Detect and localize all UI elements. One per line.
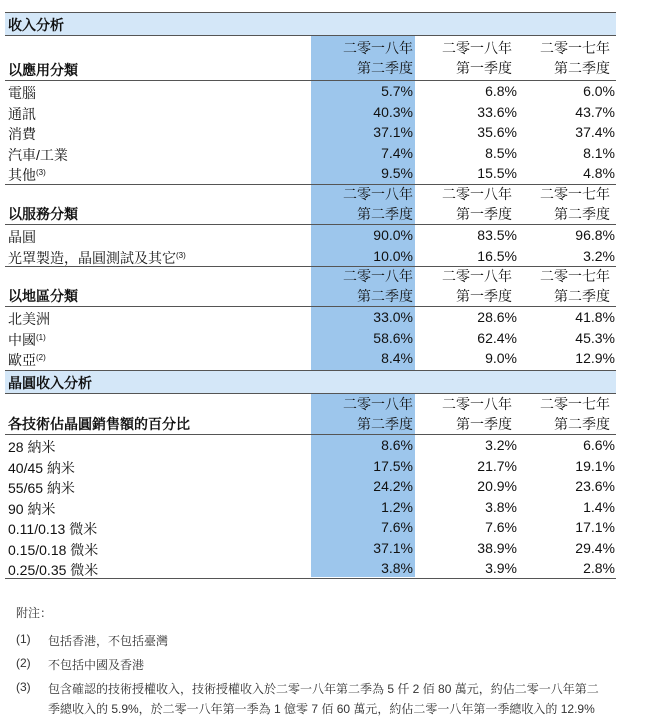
row-label-text: 中國 [8, 331, 36, 348]
row-label-text: 北美洲 [8, 311, 50, 327]
row-label [8, 560, 98, 580]
row-label-text: 90 納米 [8, 500, 56, 517]
row-label [8, 145, 68, 165]
footnote-marker: (1) [16, 632, 31, 646]
cell-q2-2017: 4.8% [583, 165, 615, 181]
col-header-quarter: 第一季度 [456, 206, 512, 222]
section-header-revenue [5, 12, 616, 36]
col-header-quarter: 第二季度 [554, 416, 610, 432]
row-label-text: 消費 [8, 126, 36, 142]
cell-q2-2017: 41.8% [575, 309, 615, 325]
section-title: 收入分析 [8, 17, 64, 33]
table-row [5, 559, 616, 580]
col-header-year: 二零一八年 [343, 186, 413, 202]
cell-q2-2018: 7.4% [381, 144, 413, 161]
col-header-year: 二零一八年 [343, 396, 413, 412]
cell-q1-2018: 15.5% [477, 165, 517, 181]
cell-q2-2018: 8.4% [381, 350, 413, 366]
section-header-wafer [5, 370, 616, 394]
footnote-text: 不包括中國及香港 [48, 658, 145, 672]
row-label-text: 其他 [8, 167, 36, 183]
table-row [5, 498, 616, 519]
col-header-year: 二零一八年 [343, 268, 413, 284]
cell-q1-2018: 33.6% [477, 103, 517, 120]
cell-q2-2017: 17.1% [575, 519, 615, 535]
col-header-q1-2018 [420, 394, 512, 434]
cell-q2-2017: 19.1% [575, 457, 615, 474]
col-header-quarter: 第二季度 [357, 416, 413, 432]
col-header-q1-2018 [420, 266, 512, 306]
cell-q1-2018: 62.4% [477, 329, 517, 346]
cell-q1-2018: 6.8% [485, 83, 517, 99]
table-row [5, 349, 616, 370]
row-label-text: 0.15/0.18 微米 [8, 541, 99, 558]
row-label-text: 歐亞 [8, 352, 36, 368]
footnote-marker: (2) [16, 656, 31, 670]
row-label-text: 0.25/0.35 微米 [8, 562, 99, 578]
row-label [8, 165, 46, 185]
row-label [8, 540, 98, 560]
cell-q2-2018: 90.0% [373, 227, 413, 243]
col-header-q1-2018 [420, 184, 512, 224]
table-row [5, 436, 616, 457]
row-label-text: 28 納米 [8, 439, 56, 455]
col-header-quarter: 第一季度 [456, 60, 512, 76]
cell-q2-2017: 12.9% [575, 350, 615, 366]
cell-q1-2018: 28.6% [477, 309, 517, 325]
footnote-marker: (3) [16, 680, 31, 694]
cell-q1-2018: 3.2% [485, 437, 517, 453]
cell-q2-2018: 3.8% [381, 560, 413, 576]
table-row [5, 226, 616, 247]
col-header-quarter: 第二季度 [357, 60, 413, 76]
col-header-year: 二零一八年 [442, 396, 512, 412]
footnote-ref: (1) [36, 332, 46, 342]
col-header-q2-2017 [518, 266, 610, 306]
cell-q1-2018: 35.6% [477, 124, 517, 140]
row-label-text: 40/45 納米 [8, 459, 75, 476]
section-title: 晶圓收入分析 [8, 375, 92, 391]
col-header-q2-2017 [518, 394, 610, 434]
col-header-year: 二零一八年 [442, 268, 512, 284]
row-label [8, 104, 36, 124]
cell-q1-2018: 3.9% [485, 560, 517, 576]
col-header-year: 二零一八年 [442, 40, 512, 56]
cell-q2-2018: 40.3% [373, 103, 413, 120]
col-header-q2-2017 [518, 184, 610, 224]
cell-q2-2017: 96.8% [575, 227, 615, 243]
row-label [8, 227, 36, 247]
col-header-quarter: 第二季度 [357, 206, 413, 222]
row-label-text: 晶圓 [8, 229, 36, 245]
col-header-year: 二零一八年 [442, 186, 512, 202]
col-header-quarter: 第二季度 [554, 288, 610, 304]
cell-q2-2018: 58.6% [373, 329, 413, 346]
cell-q1-2018: 9.0% [485, 350, 517, 366]
divider [5, 224, 616, 225]
row-label [8, 124, 36, 144]
row-label-text: 光罩製造，晶圓測試及其它 [8, 249, 176, 266]
cell-q1-2018: 7.6% [485, 519, 517, 535]
cell-q1-2018: 20.9% [477, 478, 517, 494]
col-header-q2-2018 [311, 266, 413, 306]
cell-q2-2018: 7.6% [381, 519, 413, 535]
cell-q2-2018: 17.5% [373, 457, 413, 474]
col-header-quarter: 第二季度 [554, 206, 610, 222]
cell-q2-2017: 8.1% [583, 144, 615, 161]
cell-q2-2018: 9.5% [381, 165, 413, 181]
cell-q2-2017: 43.7% [575, 103, 615, 120]
footnote-text: 季總收入的 5.9%，於二零一八年第一季為 1 億零 7 佰 60 萬元，約佔二零一八年第一季總收入的 12.9% [48, 702, 595, 716]
cell-q2-2017: 6.0% [583, 83, 615, 99]
col-header-year: 二零一七年 [540, 186, 610, 202]
footnote-text: 包含確認的技術授權收入，技術授權收入於二零一八年第二季為 5 仟 2 佰 80 萬元，約佔二零一八年第二 [48, 682, 599, 696]
cell-q1-2018: 83.5% [477, 227, 517, 243]
table-row [5, 457, 616, 478]
cell-q2-2017: 6.6% [583, 437, 615, 453]
row-label [8, 499, 55, 519]
cell-q1-2018: 3.8% [485, 498, 517, 515]
table-row [5, 518, 616, 539]
col-header-q2-2018 [311, 184, 413, 224]
group-title-region: 以地區分類 [8, 288, 78, 304]
cell-q1-2018: 21.7% [477, 457, 517, 474]
table-row [5, 82, 616, 103]
divider [5, 306, 616, 307]
cell-q2-2018: 24.2% [373, 478, 413, 494]
cell-q2-2017: 29.4% [575, 539, 615, 556]
cell-q2-2018: 1.2% [381, 498, 413, 515]
cell-q1-2018: 16.5% [477, 247, 517, 264]
cell-q2-2018: 37.1% [373, 539, 413, 556]
col-header-quarter: 第二季度 [554, 60, 610, 76]
cell-q2-2017: 37.4% [575, 124, 615, 140]
cell-q2-2018: 10.0% [373, 247, 413, 264]
table-row [5, 103, 616, 124]
row-label [8, 248, 186, 268]
row-label [8, 83, 36, 103]
table-row [5, 477, 616, 498]
table-row [5, 144, 616, 165]
cell-q2-2017: 2.8% [583, 560, 615, 576]
row-label-text: 汽車/工業 [8, 146, 68, 163]
cell-q1-2018: 38.9% [477, 539, 517, 556]
row-label-text: 電腦 [8, 85, 36, 101]
cell-q2-2018: 5.7% [381, 83, 413, 99]
col-header-q2-2018 [311, 394, 413, 434]
row-label [8, 437, 55, 457]
table-row [5, 164, 616, 185]
cell-q1-2018: 8.5% [485, 144, 517, 161]
footnote-text: 包括香港，不包括臺灣 [48, 634, 169, 648]
table-row [5, 329, 616, 350]
row-label-text: 55/65 納米 [8, 480, 75, 496]
group-title-application: 以應用分類 [8, 62, 78, 78]
col-header-quarter: 第一季度 [456, 288, 512, 304]
col-header-year: 二零一七年 [540, 396, 610, 412]
cell-q2-2017: 1.4% [583, 498, 615, 515]
row-label [8, 478, 75, 498]
col-header-year: 二零一八年 [343, 40, 413, 56]
group-title-technology: 各技術佔晶圓銷售額的百分比 [8, 416, 190, 432]
footnote-ref: (3) [176, 250, 186, 260]
footnote-ref: (2) [36, 353, 46, 362]
col-header-q1-2018 [420, 38, 512, 78]
row-label-text: 通訊 [8, 105, 36, 122]
group-title-service: 以服務分類 [8, 206, 78, 222]
row-label [8, 309, 50, 329]
cell-q2-2017: 45.3% [575, 329, 615, 346]
col-header-q2-2017 [518, 38, 610, 78]
col-header-year: 二零一七年 [540, 40, 610, 56]
row-label [8, 330, 46, 350]
footnotes-title: 附注： [16, 606, 53, 620]
cell-q2-2018: 33.0% [373, 309, 413, 325]
cell-q2-2018: 8.6% [381, 437, 413, 453]
row-label [8, 458, 75, 478]
footnote-ref: (3) [36, 168, 46, 177]
table-row [5, 123, 616, 144]
row-label [8, 519, 97, 539]
cell-q2-2018: 37.1% [373, 124, 413, 140]
row-label [8, 350, 46, 370]
divider [5, 80, 616, 81]
divider [5, 434, 616, 435]
col-header-q2-2018 [311, 38, 413, 78]
cell-q2-2017: 3.2% [583, 247, 615, 264]
table-row [5, 539, 616, 560]
cell-q2-2017: 23.6% [575, 478, 615, 494]
table-row [5, 247, 616, 268]
col-header-year: 二零一七年 [540, 268, 610, 284]
col-header-quarter: 第二季度 [357, 288, 413, 304]
col-header-quarter: 第一季度 [456, 416, 512, 432]
table-row [5, 308, 616, 329]
row-label-text: 0.11/0.13 微米 [8, 521, 98, 537]
